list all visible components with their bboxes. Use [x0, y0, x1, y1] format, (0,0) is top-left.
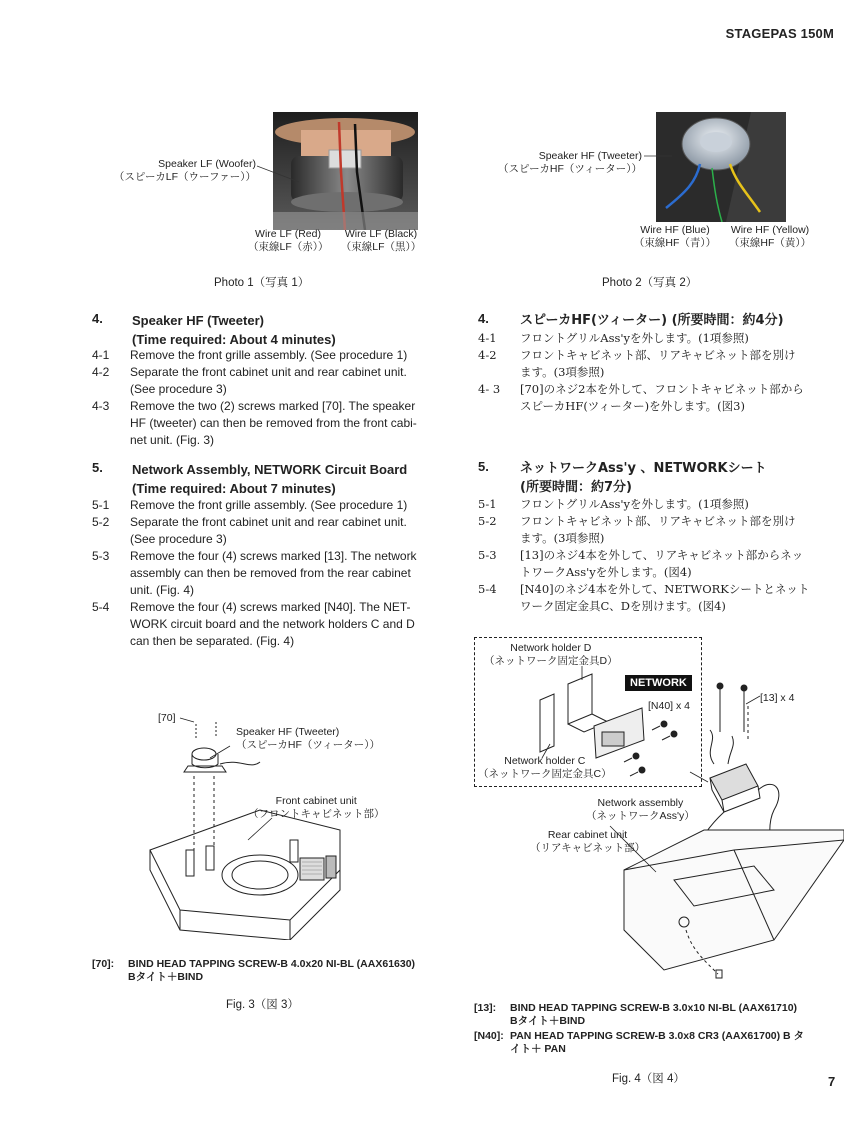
- jp-sec5-title-line2: (所要時間：約7分): [520, 480, 632, 495]
- jp-sec4-title: スピーカHF(ツィーター) (所要時間：約4分): [520, 313, 784, 328]
- fig4-label-n40: [N40] x 4: [648, 700, 691, 712]
- en-sec4-title-line1: Speaker HF (Tweeter): [132, 313, 264, 328]
- label-wire-lf-red-jp: （束線LF（赤））: [248, 241, 329, 253]
- fig4-note1-line2: Bタイト＋BIND: [510, 1015, 586, 1027]
- fig4-note1-ref: [13]:: [474, 1002, 497, 1014]
- leader-speaker-hf: [642, 150, 682, 170]
- label-wire-lf-black-jp: （束線LF（黒））: [340, 241, 422, 253]
- jp-sec5-num: 5.: [478, 459, 489, 474]
- label-wire-lf-red-en: Wire LF (Red): [255, 228, 321, 240]
- label-wire-hf-yellow-jp: （束線HF（黄））: [728, 237, 812, 249]
- photo2-caption: Photo 2（写真 2）: [602, 277, 698, 289]
- fig4-label-assembly-jp: （ネットワークAss'y）: [586, 810, 695, 822]
- label-wire-lf-black-en: Wire LF (Black): [344, 228, 418, 240]
- jp-sec4-num: 4.: [478, 311, 489, 326]
- fig4-label-holder-d-jp: （ネットワーク固定金具D）: [484, 655, 618, 667]
- jp-sec5-steps: 5-1 フロントグリルAss'yを外します。(1項参照) 5-2 フロントキャビネット部、リアキャビネット部を別け ます。(3項参照) 5-3 [13]のネジ4本を外して、リアキャビネット部からネッ トワークAss'yを外します。(図4) 5-4 [N40]のネジ4本を外して、NETWORKシートとネット ワーク固定金具C、Dを別けます。(図4): [478, 497, 810, 613]
- label-speaker-lf-en: Speaker LF (Woofer): [158, 158, 256, 170]
- leader-speaker-lf: [255, 160, 305, 190]
- fig4-note2-line2: イト＋ PAN: [510, 1043, 566, 1055]
- en-sec4-num: 4.: [92, 311, 103, 326]
- fig3-note-ref: [70]:: [92, 958, 115, 970]
- fig4-label-assembly-en: Network assembly: [597, 797, 684, 809]
- fig3-label-tweeter-jp: （スピーカHF（ツィーター））: [236, 739, 380, 751]
- photo1-caption: Photo 1（写真 1）: [214, 277, 310, 289]
- fig4-label-holder-d-en: Network holder D: [510, 642, 592, 654]
- fig3-note-line1: BIND HEAD TAPPING SCREW-B 4.0x20 NI-BL (AAX61630): [128, 958, 416, 970]
- en-sec5-num: 5.: [92, 460, 103, 475]
- fig4-label-rear-jp: （リアキャビネット部）: [530, 842, 646, 854]
- fig4-note2-line1: PAN HEAD TAPPING SCREW-B 3.0x8 CR3 (AAX61700) B タ: [510, 1030, 805, 1042]
- en-sec5-steps: 5-1 Remove the front grille assembly. (See procedure 1) 5-2 Separate the front cabinet unit and rear cabinet unit. (See procedure 3) 5-3 Remove the four (4) screws marked [13]. The network assembly can then be removed from the rear cabinet unit. (Fig. 4) 5-4 Remove the four (4) screws marked [N40]. The NET- WORK circuit board and the network holders C and D can then be separated. (Fig. 4): [92, 498, 417, 648]
- label-speaker-hf-en: Speaker HF (Tweeter): [538, 150, 642, 162]
- label-wire-hf-blue-en: Wire HF (Blue): [640, 224, 710, 236]
- en-sec5-title-line2: (Time required: About 7 minutes): [132, 481, 336, 496]
- header-model: STAGEPAS 150M: [725, 26, 834, 41]
- fig3-caption: Fig. 3（図 3）: [226, 999, 299, 1011]
- en-sec4-title-line2: (Time required: About 4 minutes): [132, 332, 336, 347]
- fig3-label-front-jp: （フロントキャビネット部）: [248, 808, 385, 820]
- fig3-note-line2: Bタイト＋BIND: [128, 971, 204, 983]
- en-sec5-title-line1: Network Assembly, NETWORK Circuit Board: [132, 462, 408, 477]
- jp-sec4-steps: 4-1 フロントグリルAss'yを外します。(1項参照) 4-2 フロントキャビネット部、リアキャビネット部を別け ます。(3項参照) 4- 3 [70]のネジ2本を外して、フロントキャビネット部から スピーカHF(ツィーター)を外します。(図3): [478, 331, 804, 413]
- label-wire-hf-blue-jp: （束線HF（青））: [633, 237, 717, 249]
- jp-sec5-title-line1: ネットワークAss'y 、NETWORKシート: [520, 461, 767, 476]
- label-speaker-lf-jp: （スピーカLF（ウーファー））: [113, 171, 256, 183]
- fig4-note1-line1: BIND HEAD TAPPING SCREW-B 3.0x10 NI-BL (AAX61710): [510, 1002, 798, 1014]
- fig4-caption: Fig. 4（図 4）: [612, 1073, 685, 1085]
- fig4-note2-ref: [N40]:: [474, 1030, 504, 1042]
- fig4-network-badge: NETWORK: [625, 675, 692, 691]
- jp-sec5-title: [520, 459, 767, 497]
- fig4-label-holder-c-en: Network holder C: [504, 755, 586, 767]
- label-wire-hf-yellow-en: Wire HF (Yellow): [730, 224, 810, 236]
- en-sec4-title: [132, 311, 336, 349]
- page-number: 7: [828, 1074, 836, 1089]
- fig4-label-13: [13] x 4: [760, 692, 795, 704]
- fig3-screw-ref: [70]: [158, 712, 176, 724]
- fig4-label-holder-c-jp: （ネットワーク固定金具C）: [478, 768, 612, 780]
- en-sec4-steps: 4-1 Remove the front grille assembly. (See procedure 1) 4-2 Separate the front cabinet unit and rear cabinet unit. (See procedure 3) 4-3 Remove the two (2) screws marked [70]. The speaker HF (tweeter) can then be removed from the front cabi- net unit. (Fig. 3): [92, 348, 417, 447]
- en-sec5-title: [132, 460, 407, 498]
- fig3-label-front-en: Front cabinet unit: [275, 795, 357, 807]
- fig3-label-tweeter-en: Speaker HF (Tweeter): [236, 726, 340, 738]
- label-speaker-hf-jp: （スピーカHF（ツィーター））: [498, 163, 642, 175]
- fig4-label-rear-en: Rear cabinet unit: [547, 829, 628, 841]
